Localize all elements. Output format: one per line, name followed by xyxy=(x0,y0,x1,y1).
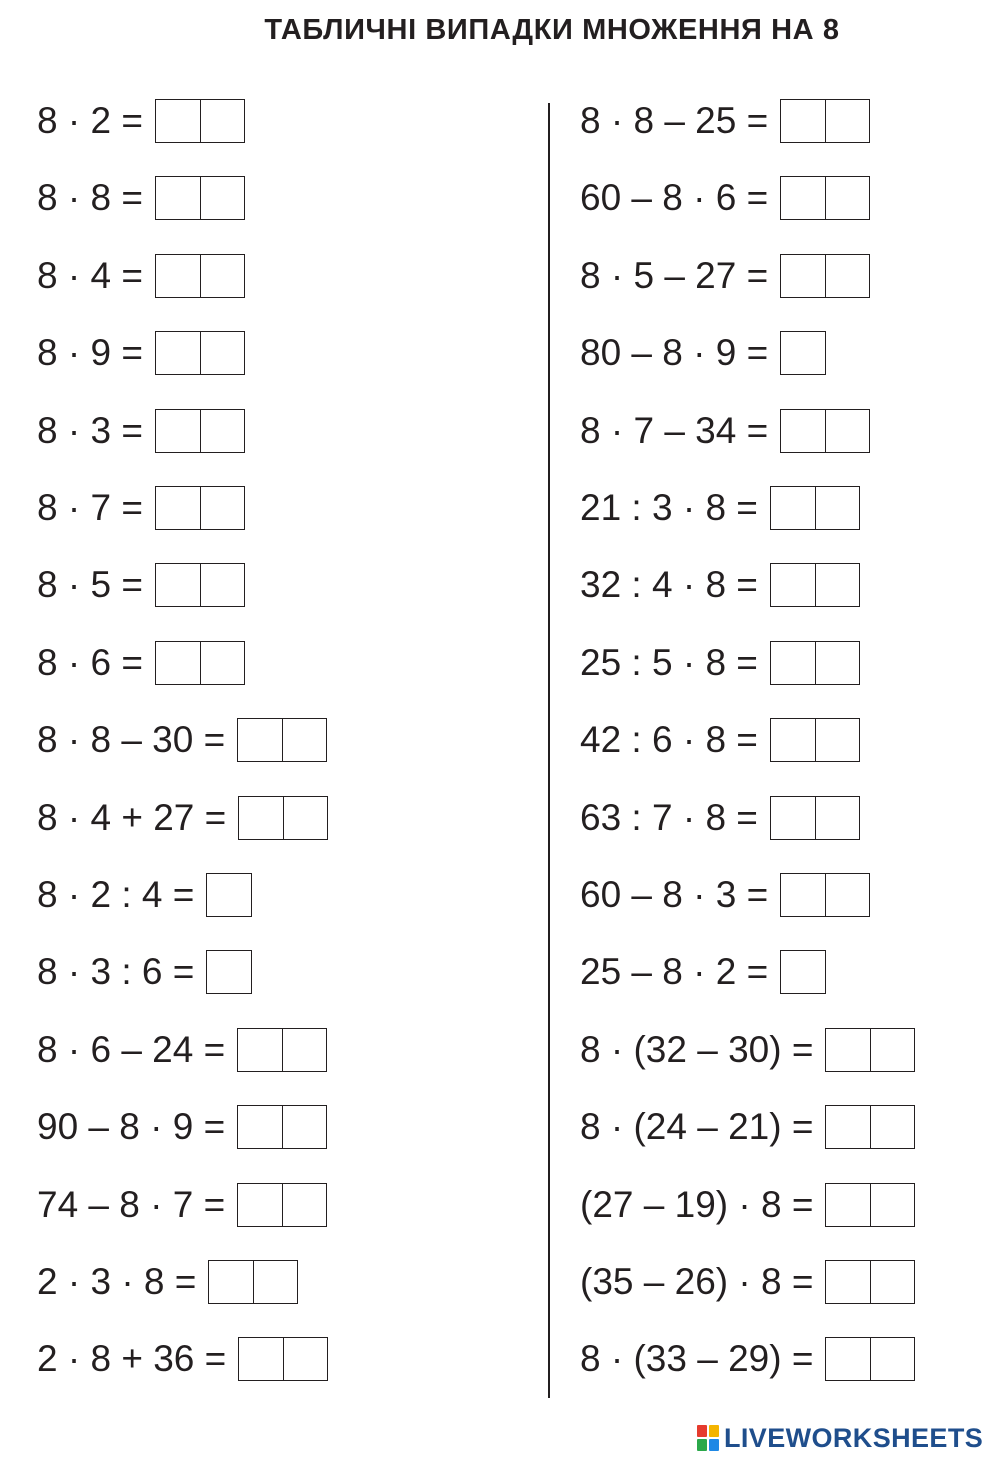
equation-row xyxy=(580,871,870,919)
answer-digit-input[interactable] xyxy=(238,1184,282,1226)
answer-box xyxy=(237,718,327,762)
answer-digit-input[interactable] xyxy=(826,1338,870,1380)
equation-row xyxy=(37,1103,327,1151)
answer-digit-input[interactable] xyxy=(870,1261,914,1303)
answer-digit-input[interactable] xyxy=(207,951,251,993)
equation-expression: 74 – 8 · 7 = xyxy=(37,1183,226,1225)
answer-digit-input[interactable] xyxy=(781,177,825,219)
answer-digit-input[interactable] xyxy=(282,719,326,761)
answer-box xyxy=(780,331,826,375)
answer-digit-input[interactable] xyxy=(825,100,869,142)
answer-box xyxy=(155,254,245,298)
answer-box xyxy=(206,950,252,994)
answer-digit-input[interactable] xyxy=(200,177,244,219)
liveworksheets-logo-icon xyxy=(696,1424,720,1452)
equation-expression: 8 · 8 – 30 = xyxy=(37,719,226,761)
answer-digit-input[interactable] xyxy=(156,332,200,374)
answer-digit-input[interactable] xyxy=(870,1106,914,1148)
equation-row xyxy=(37,948,252,996)
answer-digit-input[interactable] xyxy=(238,1029,282,1071)
equation-expression: 8 · 8 = xyxy=(37,177,143,219)
equation-expression: 32 : 4 · 8 = xyxy=(580,564,758,606)
equation-row xyxy=(580,97,870,145)
equation-row xyxy=(580,1335,915,1383)
answer-digit-input[interactable] xyxy=(870,1338,914,1380)
equation-row xyxy=(580,716,860,764)
equation-row xyxy=(37,97,245,145)
answer-box xyxy=(770,796,860,840)
answer-digit-input[interactable] xyxy=(239,797,283,839)
equation-row xyxy=(37,252,245,300)
answer-digit-input[interactable] xyxy=(156,100,200,142)
equation-row xyxy=(580,1181,915,1229)
answer-digit-input[interactable] xyxy=(771,564,815,606)
equation-expression: 8 · 4 + 27 = xyxy=(37,796,227,838)
answer-box xyxy=(770,563,860,607)
answer-box xyxy=(237,1183,327,1227)
answer-box xyxy=(155,409,245,453)
equation-row xyxy=(37,716,327,764)
equation-row xyxy=(37,407,245,455)
answer-digit-input[interactable] xyxy=(815,719,859,761)
equation-row xyxy=(580,1103,915,1151)
equation-expression: 8 · 6 – 24 = xyxy=(37,1028,226,1070)
answer-box xyxy=(825,1105,915,1149)
equation-row xyxy=(580,794,860,842)
answer-box xyxy=(780,873,870,917)
equation-expression: 21 : 3 · 8 = xyxy=(580,487,758,528)
brand-name: LIVEWORKSHEETS xyxy=(724,1422,984,1453)
answer-digit-input[interactable] xyxy=(156,487,200,529)
equation-row xyxy=(37,561,245,609)
equation-row xyxy=(37,1026,327,1074)
answer-box xyxy=(155,563,245,607)
equation-row xyxy=(580,252,870,300)
equation-expression: 60 – 8 · 3 = xyxy=(580,874,769,915)
answer-box xyxy=(770,641,860,685)
answer-digit-input[interactable] xyxy=(826,1106,870,1148)
answer-box xyxy=(780,409,870,453)
answer-digit-input[interactable] xyxy=(156,255,200,297)
equation-row xyxy=(37,329,245,377)
answer-digit-input[interactable] xyxy=(781,255,825,297)
answer-digit-input[interactable] xyxy=(156,410,200,452)
equation-expression: 8 · (33 – 29) = xyxy=(580,1338,814,1380)
equation-row xyxy=(37,1181,327,1229)
equation-row xyxy=(37,639,245,687)
equation-expression: 8 · 6 = xyxy=(37,641,143,683)
equation-expression: 8 · 3 = xyxy=(37,409,143,451)
answer-digit-input[interactable] xyxy=(870,1184,914,1226)
answer-box xyxy=(155,486,245,530)
answer-digit-input[interactable] xyxy=(209,1261,253,1303)
answer-digit-input[interactable] xyxy=(282,1106,326,1148)
answer-digit-input[interactable] xyxy=(200,410,244,452)
equation-expression: (27 – 19) · 8 = xyxy=(580,1183,814,1225)
answer-box xyxy=(825,1337,915,1381)
equation-expression: 2 · 3 · 8 = xyxy=(37,1261,197,1302)
equation-expression: 8 · 7 = xyxy=(37,487,143,528)
equation-expression: 90 – 8 · 9 = xyxy=(37,1106,226,1148)
equation-expression: 8 · 4 = xyxy=(37,254,143,296)
answer-digit-input[interactable] xyxy=(826,1261,870,1303)
equation-expression: 63 : 7 · 8 = xyxy=(580,796,758,838)
answer-digit-input[interactable] xyxy=(238,719,282,761)
answer-digit-input[interactable] xyxy=(781,951,825,993)
equation-expression: 60 – 8 · 6 = xyxy=(580,177,769,219)
answer-box xyxy=(825,1028,915,1072)
answer-digit-input[interactable] xyxy=(200,332,244,374)
equation-expression: 8 · 2 : 4 = xyxy=(37,874,195,915)
answer-digit-input[interactable] xyxy=(826,1029,870,1071)
brand-footer[interactable] xyxy=(696,1422,983,1454)
answer-digit-input[interactable] xyxy=(870,1029,914,1071)
answer-digit-input[interactable] xyxy=(200,487,244,529)
equation-expression: 8 · 8 – 25 = xyxy=(580,100,769,141)
answer-digit-input[interactable] xyxy=(200,100,244,142)
answer-box xyxy=(208,1260,298,1304)
answer-digit-input[interactable] xyxy=(200,255,244,297)
answer-box xyxy=(780,99,870,143)
equation-row xyxy=(580,1026,915,1074)
answer-digit-input[interactable] xyxy=(781,410,825,452)
answer-digit-input[interactable] xyxy=(156,642,200,684)
answer-digit-input[interactable] xyxy=(825,874,869,916)
answer-box xyxy=(238,796,328,840)
answer-digit-input[interactable] xyxy=(771,719,815,761)
equation-row xyxy=(580,484,860,532)
equation-row xyxy=(580,639,860,687)
answer-digit-input[interactable] xyxy=(207,874,251,916)
answer-digit-input[interactable] xyxy=(825,410,869,452)
answer-digit-input[interactable] xyxy=(815,564,859,606)
answer-box xyxy=(825,1183,915,1227)
column-divider xyxy=(548,103,550,1398)
answer-digit-input[interactable] xyxy=(200,564,244,606)
answer-digit-input[interactable] xyxy=(815,642,859,684)
equation-expression: 42 : 6 · 8 = xyxy=(580,719,758,761)
answer-digit-input[interactable] xyxy=(282,1184,326,1226)
equation-expression: 8 · 9 = xyxy=(37,332,143,374)
equation-row xyxy=(37,794,328,842)
equation-expression: 80 – 8 · 9 = xyxy=(580,332,769,374)
equation-row xyxy=(580,174,870,222)
answer-digit-input[interactable] xyxy=(283,1338,327,1380)
equation-row xyxy=(580,1258,915,1306)
answer-digit-input[interactable] xyxy=(825,255,869,297)
answer-digit-input[interactable] xyxy=(282,1029,326,1071)
answer-digit-input[interactable] xyxy=(825,177,869,219)
equation-expression: 8 · 5 – 27 = xyxy=(580,254,769,296)
answer-digit-input[interactable] xyxy=(253,1261,297,1303)
answer-digit-input[interactable] xyxy=(815,487,859,529)
answer-digit-input[interactable] xyxy=(283,797,327,839)
answer-digit-input[interactable] xyxy=(781,100,825,142)
equation-row xyxy=(37,1335,328,1383)
equation-row xyxy=(580,329,826,377)
equation-row xyxy=(37,484,245,532)
equation-row xyxy=(37,1258,298,1306)
answer-digit-input[interactable] xyxy=(156,564,200,606)
equation-expression: 8 · 3 : 6 = xyxy=(37,951,195,993)
answer-digit-input[interactable] xyxy=(781,874,825,916)
answer-box xyxy=(155,331,245,375)
equation-expression: 25 : 5 · 8 = xyxy=(580,641,758,683)
answer-digit-input[interactable] xyxy=(826,1184,870,1226)
answer-box xyxy=(770,486,860,530)
equation-expression: 2 · 8 + 36 = xyxy=(37,1338,227,1380)
equation-expression: 8 · 2 = xyxy=(37,100,143,141)
equation-row xyxy=(580,407,870,455)
answer-box xyxy=(155,99,245,143)
equation-expression: 8 · (32 – 30) = xyxy=(580,1028,814,1070)
equation-row xyxy=(37,174,245,222)
answer-digit-input[interactable] xyxy=(156,177,200,219)
answer-box xyxy=(206,873,252,917)
answer-box xyxy=(155,641,245,685)
answer-digit-input[interactable] xyxy=(815,797,859,839)
equation-expression: 8 · 5 = xyxy=(37,564,143,606)
equation-expression: 8 · (24 – 21) = xyxy=(580,1106,814,1148)
equation-expression: (35 – 26) · 8 = xyxy=(580,1261,814,1302)
equation-expression: 8 · 7 – 34 = xyxy=(580,409,769,451)
answer-digit-input[interactable] xyxy=(200,642,244,684)
answer-digit-input[interactable] xyxy=(771,487,815,529)
answer-box xyxy=(825,1260,915,1304)
equation-row xyxy=(580,561,860,609)
answer-box xyxy=(237,1028,327,1072)
answer-digit-input[interactable] xyxy=(771,642,815,684)
answer-box xyxy=(155,176,245,220)
equation-expression: 25 – 8 · 2 = xyxy=(580,951,769,993)
worksheet-title: ТАБЛИЧНІ ВИПАДКИ МНОЖЕННЯ НА 8 xyxy=(264,14,840,46)
answer-box xyxy=(238,1337,328,1381)
answer-box xyxy=(780,950,826,994)
answer-box xyxy=(237,1105,327,1149)
equation-row xyxy=(580,948,826,996)
answer-box xyxy=(780,176,870,220)
answer-digit-input[interactable] xyxy=(771,797,815,839)
answer-digit-input[interactable] xyxy=(781,332,825,374)
answer-digit-input[interactable] xyxy=(238,1106,282,1148)
answer-box xyxy=(780,254,870,298)
equation-row xyxy=(37,871,252,919)
answer-box xyxy=(770,718,860,762)
answer-digit-input[interactable] xyxy=(239,1338,283,1380)
